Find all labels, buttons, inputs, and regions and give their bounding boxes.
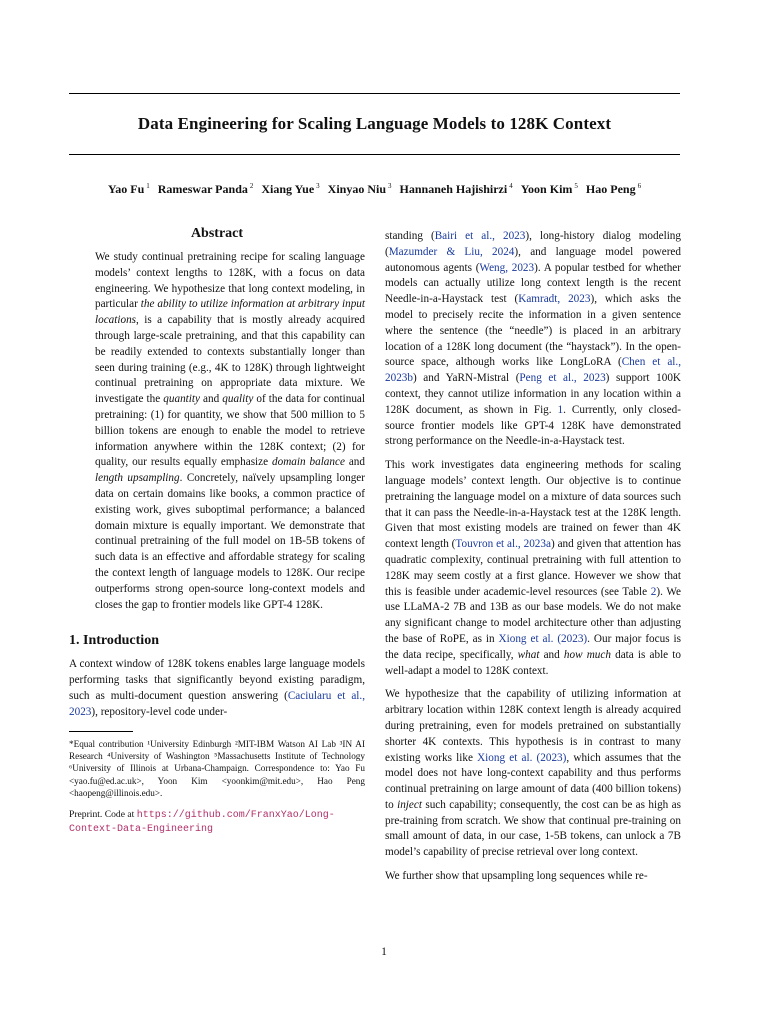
title-rule-top [69,93,680,94]
text-run: ), repository-level code under- [91,705,228,718]
text-run: ), long-history dialog modeling ( [385,230,681,258]
text-run: We further show that upsampling long sequences while re- [385,870,648,883]
preprint-note [69,808,365,836]
affiliation-marker: 6 [637,182,642,190]
abstract-text [95,250,365,613]
citation-link[interactable]: Xiong et al. (2023) [477,751,567,764]
text-run: and [199,393,223,406]
body-paragraph [385,869,681,885]
body-paragraph [385,458,681,679]
text-run: We study continual pretraining recipe for scaling language models’ context lengths to 128K, with a focus on data engineering. We hypothesize that long context modeling, in particular [95,251,365,311]
abstract-heading: Abstract [190,226,244,241]
emphasis-text: how much [563,648,611,661]
affiliation-marker: 2 [249,182,254,190]
citation-link[interactable]: Kamradt, 2023 [518,293,591,306]
citation-link[interactable]: Weng, 2023 [479,261,535,274]
title-rule-bottom [69,154,680,155]
text-run: . Our major focus is the data recipe, specifically, [385,632,681,661]
emphasis-text: quality [222,393,254,406]
text-run: ). A popular testbed for whether models can actually utilize long context length is the recent Needle-in-a-Haystack test ( [385,261,681,306]
text-run: and [539,648,564,661]
author-name: Xiang Yue $^3$ [261,182,320,196]
emphasis-text: what [517,648,540,661]
introduction-heading: 1. Introduction [69,633,159,649]
emphasis-text: inject [397,798,422,811]
affiliation-marker: 3 [388,182,392,190]
text-run: . Currently, only closed-source frontier models like GPT-4 128K have demonstrated strong performance on the Needle-in-a-Haystack test. [385,403,681,448]
affiliation-marker: 3 [316,182,320,190]
author-name: Hao Peng $^6$ [585,182,642,196]
text-run: ), which asks the model to precisely recite the information in a given sentence where the sentence (the “needle”) is placed in an arbitrary location of a 128K long document (the “haystack”). In the open-source space, although works like LongLoRA ( [385,293,681,369]
emphasis-text: domain balance [272,456,345,469]
text-run: , is a capability that is mostly already acquired through large-scale pretraining, and that this capability can be readily extended to contexts substantially longer than seen during training (e.g., 4K to 128K) through lightweight continual pretraining on appropriate data mixture. We investigate the [95,314,365,406]
page-number: 1 [381,946,387,958]
emphasis-text: the ability to utilize information at arbitrary input locations [95,298,365,327]
footnote-rule [69,731,133,732]
introduction-paragraph [69,657,365,720]
text-run: ), and language model powered autonomous agents ( [385,245,681,274]
emphasis-text: quantity [163,393,200,406]
citation-link[interactable]: Bairi et al., 2023 [434,230,526,242]
citation-link[interactable]: 1 [557,403,564,416]
body-paragraph [385,687,681,861]
text-run: ). We use LLaMA-2 7B and 13B as our base models. We do not make any significant change to model architecture other than adjusting the base of RoPE, as in [385,585,681,645]
affiliation-footnote: *Equal contribution ¹University Edinburgh ²MIT-IBM Watson AI Lab ³IN AI Research ⁴University of Washington ⁵Massachusetts Institute of Technology ⁶University of Illinois at Urbana-Champaign. Correspondence to: Yao Fu <yao.fu@ed.ac.uk>, Yoon Kim <yoonkim@mit.edu>, Hao Peng <haopeng@illinois.edu>. [69,738,365,799]
text-run: . Concretely, naïvely upsampling longer data on certain domains like books, a common practice of existing work, gives suboptimal performance; a balanced domain mixture is equally important. We demonstrate that continual pretraining of the full model on 1B-5B tokens of such data is an effective and affordable strategy for scaling the context length of language models to 128K. Our recipe outperforms strong open-source long-context models and closes the gap to frontier models like GPT-4 128K. [95,472,365,611]
text-run: data is able to well-adapt a model to 128K context. [385,648,681,677]
author-name: Yoon Kim $^5$ [520,182,578,196]
text-run: , which assumes that the model does not have long-context capability and thus performs continual pretraining on large amount of data (400 billion tokens) to [385,751,681,811]
text-run: This work investigates data engineering methods for scaling language models’ context length. Our objective is to continue pretraining the language model on a mixture of data sources such that it can pass the Needle-in-a-Haystack test at the 128K length. Given that most existing models are trained on fewer than 4K context length ( [385,459,681,551]
citation-link[interactable]: Touvron et al., 2023a [455,538,551,551]
author-name: Hannaneh Hajishirzi $^4$ [399,182,513,196]
text-run: standing ( [385,230,435,242]
citation-link[interactable]: Xiong et al. (2023) [498,632,588,645]
text-run: ) and YaRN-Mistral ( [412,372,520,385]
text-run: ) and given that attention has quadratic complexity, continual pretraining with full attention to 128K may seem costly at a first glance. However we show that this is feasible under academic-level resources (see Table [385,538,682,598]
citation-link[interactable]: Chen et al., 2023b [385,356,682,385]
preprint-label: Preprint. Code at [69,808,137,820]
text-run: such capability; consequently, the cost can be as high as pre-training from scratch. We show that continual pre-training on small amount of data, in our case, 1-5B tokens, can unlock a 7B model’s capability of precise retrieval over long context. [385,798,681,859]
code-link[interactable]: https://github.com/FranxYao/Long-Context-Data-Engineering [69,809,335,835]
affiliation-marker: 4 [509,182,513,190]
citation-link[interactable]: Caciularu et al., 2023 [69,689,366,718]
left-column [69,222,365,836]
citation-link[interactable]: Mazumder & Liu, 2024 [388,245,515,258]
author-list [69,182,680,197]
author-name: Rameswar Panda $^2$ [157,182,254,196]
text-run: We hypothesize that the capability of utilizing information at arbitrary location within 128K context length is already acquired during pretraining, even for models pretrained on substantially shorter 4K contexts. This hypothesis is in contrast to many existing works like [385,688,681,764]
text-run: ) support 100K context, they cannot utilize information in any location within a 128K document, as shown in Fig. [385,372,681,416]
citation-link[interactable]: Peng et al., 2023 [519,372,606,385]
text-run: and [344,456,365,469]
citation-link[interactable]: 2 [650,585,657,598]
affiliation-marker: 1 [146,182,150,190]
author-name: Yao Fu $^1$ [107,182,150,196]
body-paragraph [385,229,681,450]
right-column [385,229,681,893]
emphasis-text: length upsampling [95,472,180,485]
paper-title: Data Engineering for Scaling Language Models to 128K Context [137,114,612,133]
text-run: of the data for continual pretraining: (1) for quantity, we show that 500 million to 5 billion tokens are enough to enable the model to retrieve information anywhere within the 128K context; (2) for quality, our results equally emphasize [95,393,366,469]
author-name: Xinyao Niu $^3$ [327,182,392,196]
text-run: A context window of 128K tokens enables large language models performing tasks that significantly beyond existing paradigm, such as multi-document question answering ( [69,658,365,702]
affiliation-marker: 5 [574,182,578,190]
